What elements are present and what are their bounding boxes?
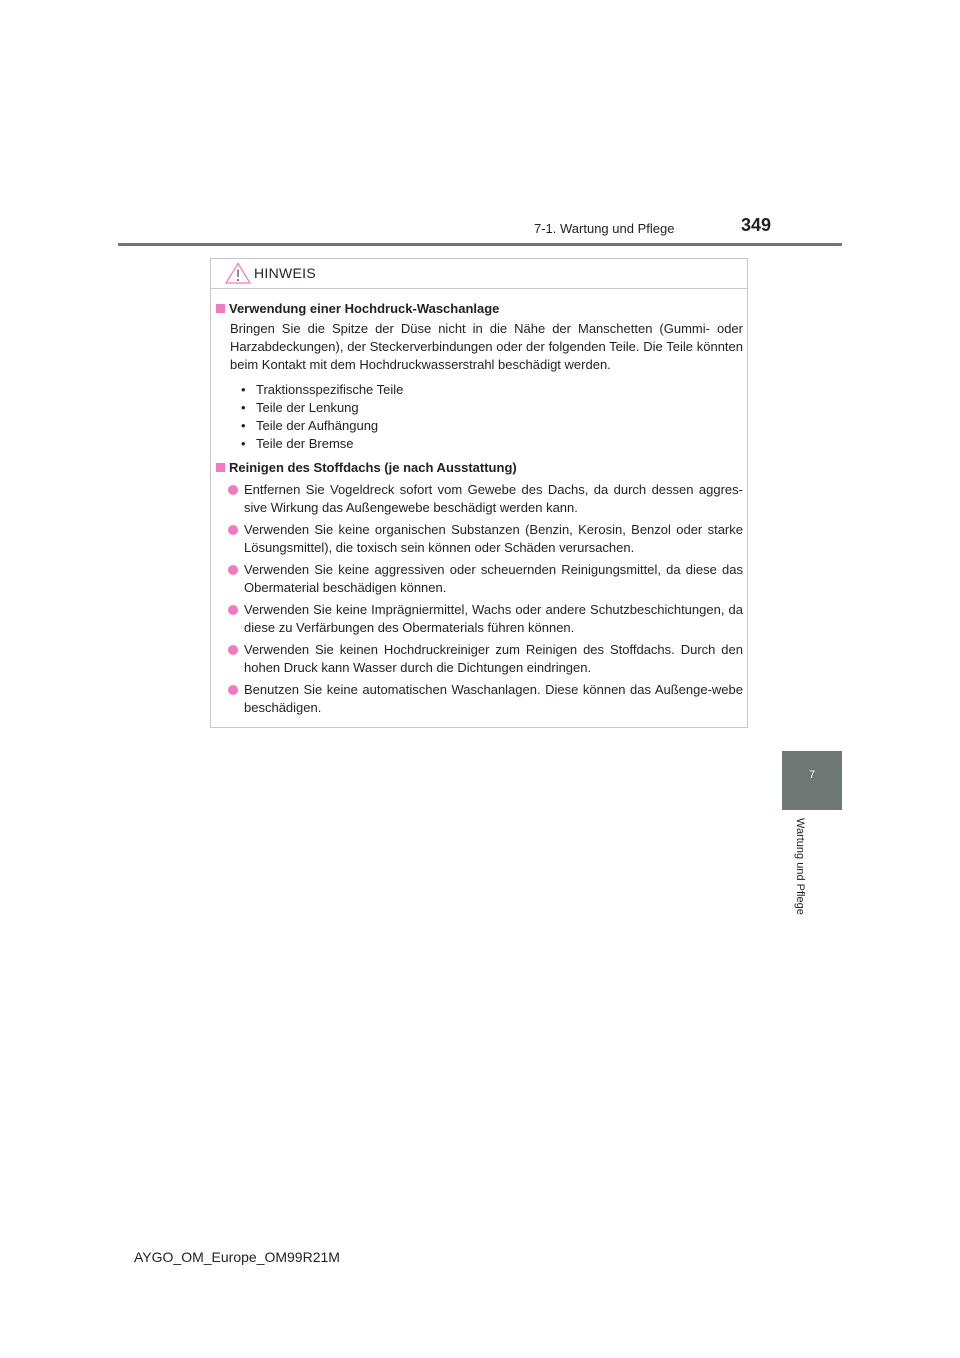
list-item (216, 561, 743, 597)
pink-dot-marker (228, 685, 238, 695)
list-item (241, 399, 743, 417)
list-item-text: Teile der Bremse (256, 436, 354, 451)
chapter-tab (782, 751, 842, 810)
list-item (241, 435, 743, 453)
pink-dot-marker (228, 565, 238, 575)
list-item-text: Traktionsspezifische Teile (256, 382, 404, 397)
pink-dot-marker (228, 645, 238, 655)
section-title-text: Verwendung einer Hochdruck-Waschanlage (229, 301, 500, 316)
pink-square-marker (216, 304, 225, 313)
notice-box (210, 258, 748, 728)
list-item (216, 681, 743, 717)
chapter-number: 7 (808, 769, 816, 781)
list-item (241, 381, 743, 399)
list-item (216, 601, 743, 637)
list-item-text: Teile der Lenkung (256, 400, 359, 415)
list-item (216, 521, 743, 557)
list-item-text: Benutzen Sie keine automatischen Waschanlagen. Diese können das Außenge-webe beschädigen. (244, 682, 743, 715)
chapter-label: Wartung und Pflege (794, 818, 806, 915)
bullet-dot: • (241, 400, 246, 415)
list-item-text: Verwenden Sie keine organischen Substanzen (Benzin, Kerosin, Benzol oder starke Lösungsmittel), die toxisch sein können oder Schäden verursachen. (244, 522, 743, 555)
notice-title: HINWEIS (254, 265, 316, 281)
pink-square-marker (216, 463, 225, 472)
page-number: 349 (741, 215, 772, 235)
list-item (241, 417, 743, 435)
instructions-list (216, 481, 743, 717)
pink-dot-marker (228, 485, 238, 495)
footer-doc-id: AYGO_OM_Europe_OM99R21M (134, 1249, 340, 1265)
bullet-dot: • (241, 436, 246, 451)
list-item (216, 481, 743, 517)
notice-body (216, 300, 743, 721)
header-section-title: 7-1. Wartung und Pflege (534, 221, 675, 236)
list-item-text: Verwenden Sie keinen Hochdruckreiniger zum Reinigen des Stoffdachs. Durch den hohen Druck kann Wasser durch die Dichtungen eindringen. (244, 642, 743, 675)
notice-header (211, 259, 747, 289)
section-title (216, 300, 743, 318)
pink-dot-marker (228, 605, 238, 615)
list-item-text: Entfernen Sie Vogeldreck sofort vom Gewebe des Dachs, da durch dessen aggres-sive Wirkung das Außengewebe beschädigt werden kann. (244, 482, 743, 515)
list-item-text: Teile der Aufhängung (256, 418, 379, 433)
list-item-text: Verwenden Sie keine aggressiven oder scheuernden Reinigungsmittel, da diese das Obermaterial beschädigen können. (244, 562, 743, 595)
header-rule (118, 243, 842, 246)
section-title (216, 459, 743, 477)
pink-dot-marker (228, 525, 238, 535)
parts-list (216, 381, 743, 453)
bullet-dot: • (241, 382, 246, 397)
warning-triangle-icon (225, 262, 251, 284)
section-paragraph: Bringen Sie die Spitze der Düse nicht in die Nähe der Manschetten (Gummi- oder Harzabdeckungen), der Steckerverbindungen oder der folgenden Teile. Die Teile könnten beim Kontakt mit dem Hochdruckwasserstrahl beschädigt werden. (230, 321, 743, 372)
section-title-text: Reinigen des Stoffdachs (je nach Ausstattung) (229, 460, 517, 475)
list-item (216, 641, 743, 677)
list-item-text: Verwenden Sie keine Imprägniermittel, Wachs oder andere Schutzbeschichtungen, da diese zu Verfärbungen des Obermaterials führen können. (244, 602, 743, 635)
bullet-dot: • (241, 418, 246, 433)
